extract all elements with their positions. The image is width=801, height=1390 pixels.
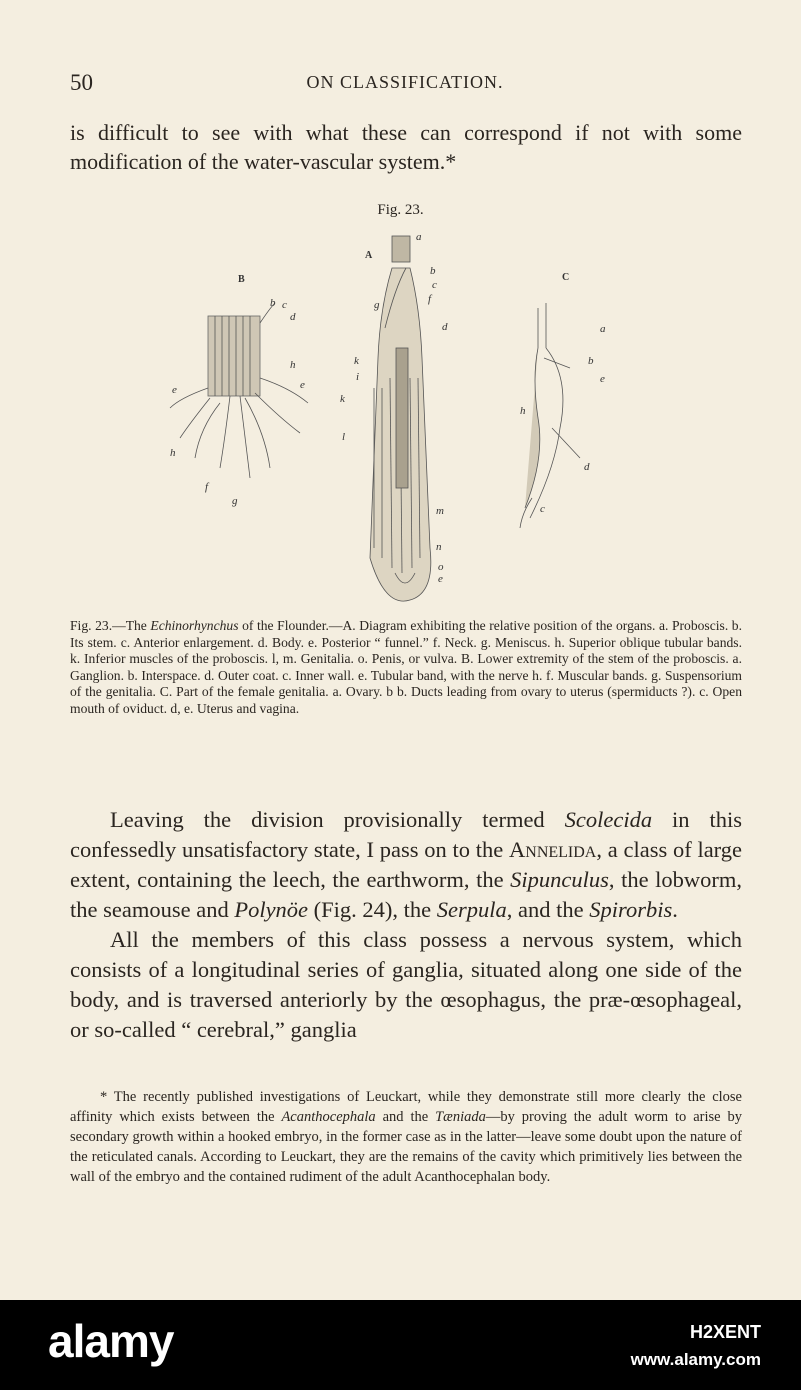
- letter-a-a: a: [416, 231, 422, 243]
- term-spirorbis: Spirorbis: [589, 897, 673, 922]
- p1-text-d: , the lobworm, the seamouse and: [70, 867, 742, 922]
- letter-c-e: e: [600, 373, 605, 385]
- panel-c-drawing: [520, 303, 580, 528]
- page-number: 50: [70, 70, 93, 95]
- footnote-paragraph: [70, 1087, 742, 1187]
- alamy-url[interactable]: www.alamy.com: [630, 1350, 761, 1369]
- footnote-text-b: and the: [375, 1109, 436, 1125]
- p1-text-f: , and the: [506, 897, 590, 922]
- term-polynoe: Polynöe: [234, 897, 309, 922]
- caption-dash: —The: [112, 618, 151, 633]
- p1-text-c: , a class of large extent, containing the leech, the earthworm, the: [70, 837, 743, 892]
- term-taeniada: Tæniada: [435, 1109, 486, 1125]
- letter-a-g: g: [374, 299, 380, 311]
- p1-text-a: Leaving the division provisionally termed: [110, 807, 565, 832]
- panel-b-drawing: [170, 303, 308, 478]
- main-text: [70, 805, 742, 1045]
- letter-c-c: c: [540, 503, 545, 515]
- stock-watermark-banner: [0, 1300, 801, 1390]
- term-scolecida: Scolecida: [564, 807, 653, 832]
- letter-a-k-lower: k: [340, 393, 345, 405]
- paragraph-nervous-system: All the members of this class possess a nervous system, which consists of a longitudinal series of ganglia, situated along one side of the body, and is traversed anteriorly by the œsophagus, the præ-œsophageal, or so-called “ cerebral,” ganglia: [70, 927, 742, 1042]
- footnote: [70, 1087, 742, 1187]
- caption-body: of the Flounder.—A. Diagram exhibiting the relative position of the organs. a. Proboscis. b. Its stem. c. Anterior enlargement. d. Body. e. Posterior “ funnel.” f. Neck. g. Meniscus. h. Superior oblique tubular bands. k. Inferior muscles of the proboscis. l, m. Genitalia. o. Penis, or vulva. B. Lower extremity of the stem of the proboscis. a. Ganglion. b. Interspace. d. Outer coat. c. Inner wall. e. Tubular band, with the nerve h. f. Muscular bands. g. Suspensorium of the genitalia. C. Part of the female genitalia. a. Ovary. b b. Ducts leading from ovary to uterus (spermiducts ?). c. Open mouth of oviduct. d, e. Uterus and vagina.: [70, 618, 742, 716]
- term-serpula: Serpula: [436, 897, 507, 922]
- fig-24-ref: (Fig. 24),: [308, 897, 399, 922]
- letter-b-h: h: [290, 359, 296, 371]
- letter-a-m: m: [436, 505, 444, 517]
- p1-text-b: in this confessedly unsatisfactory state, I pass on to the: [70, 807, 742, 862]
- page-header: [70, 70, 740, 100]
- alamy-logo: alamy: [48, 1315, 174, 1367]
- footnote-text-c: —by proving the adult worm to arise by secondary growth within a hooked embryo, in the former case as in the latter—leave some doubt upon the nature of the reticulated canals. According to Leuckart, they are the remains of the cavity which primitively lies between the wall of the embryo and the contained rudiment of the adult Acanthocephalan body.: [70, 1109, 743, 1185]
- letter-b-g: g: [232, 495, 238, 507]
- figure-label: Fig. 23.: [377, 202, 424, 218]
- letter-c-d: d: [584, 461, 590, 473]
- panel-label-a: A: [365, 250, 373, 261]
- letter-a-i: i: [356, 371, 360, 383]
- caption-fig-ref: Fig. 23.: [70, 618, 113, 633]
- running-head: ON CLASSIFICATION.: [306, 72, 504, 92]
- figure-illustration: [160, 228, 630, 613]
- letter-a-e: e: [438, 573, 443, 585]
- letter-b-b: b: [270, 297, 276, 309]
- paragraph-annelida: [70, 805, 742, 925]
- p1-text-g: .: [672, 897, 678, 922]
- panel-label-b: B: [238, 274, 245, 285]
- letter-b-c: c: [282, 299, 287, 311]
- letter-b-e-right: e: [300, 379, 305, 391]
- panel-label-c: C: [562, 272, 570, 283]
- letter-c-a: a: [600, 323, 606, 335]
- letter-a-c: c: [432, 279, 437, 291]
- panel-a-drawing: [370, 236, 431, 601]
- caption-genus: Echinorhynchus: [150, 618, 239, 633]
- footnote-text-a: * The recently published investigations of Leuckart, while they demonstrate still more clearly the close affinity which exists between the: [70, 1089, 742, 1125]
- figure-caption: [70, 618, 742, 717]
- letter-c-h: h: [520, 405, 526, 417]
- intro-paragraph: is difficult to see with what these can correspond if not with some modification of the water-vascular system.*: [70, 120, 742, 174]
- letter-a-o: o: [438, 561, 444, 573]
- letter-a-b: b: [430, 265, 436, 277]
- letter-b-h-left: h: [170, 447, 176, 459]
- term-acanthocephala: Acanthocephala: [281, 1109, 376, 1125]
- letter-a-d: d: [442, 321, 448, 333]
- letter-b-d: d: [290, 311, 296, 323]
- letter-a-n: n: [436, 541, 442, 553]
- echinorhynchus-drawing: [160, 228, 630, 613]
- term-sipunculus: Sipunculus: [510, 867, 609, 892]
- letter-b-e-left: e: [172, 384, 177, 396]
- letter-b-f: f: [205, 481, 209, 493]
- p1-text-e: the: [398, 897, 437, 922]
- letter-a-l: l: [342, 431, 346, 443]
- letter-a-f: f: [428, 293, 432, 305]
- term-annelida: Annelida: [509, 837, 597, 862]
- letter-a-k-upper: k: [354, 355, 359, 367]
- image-id: H2XENT: [689, 1322, 761, 1342]
- letter-c-b: b: [588, 355, 594, 367]
